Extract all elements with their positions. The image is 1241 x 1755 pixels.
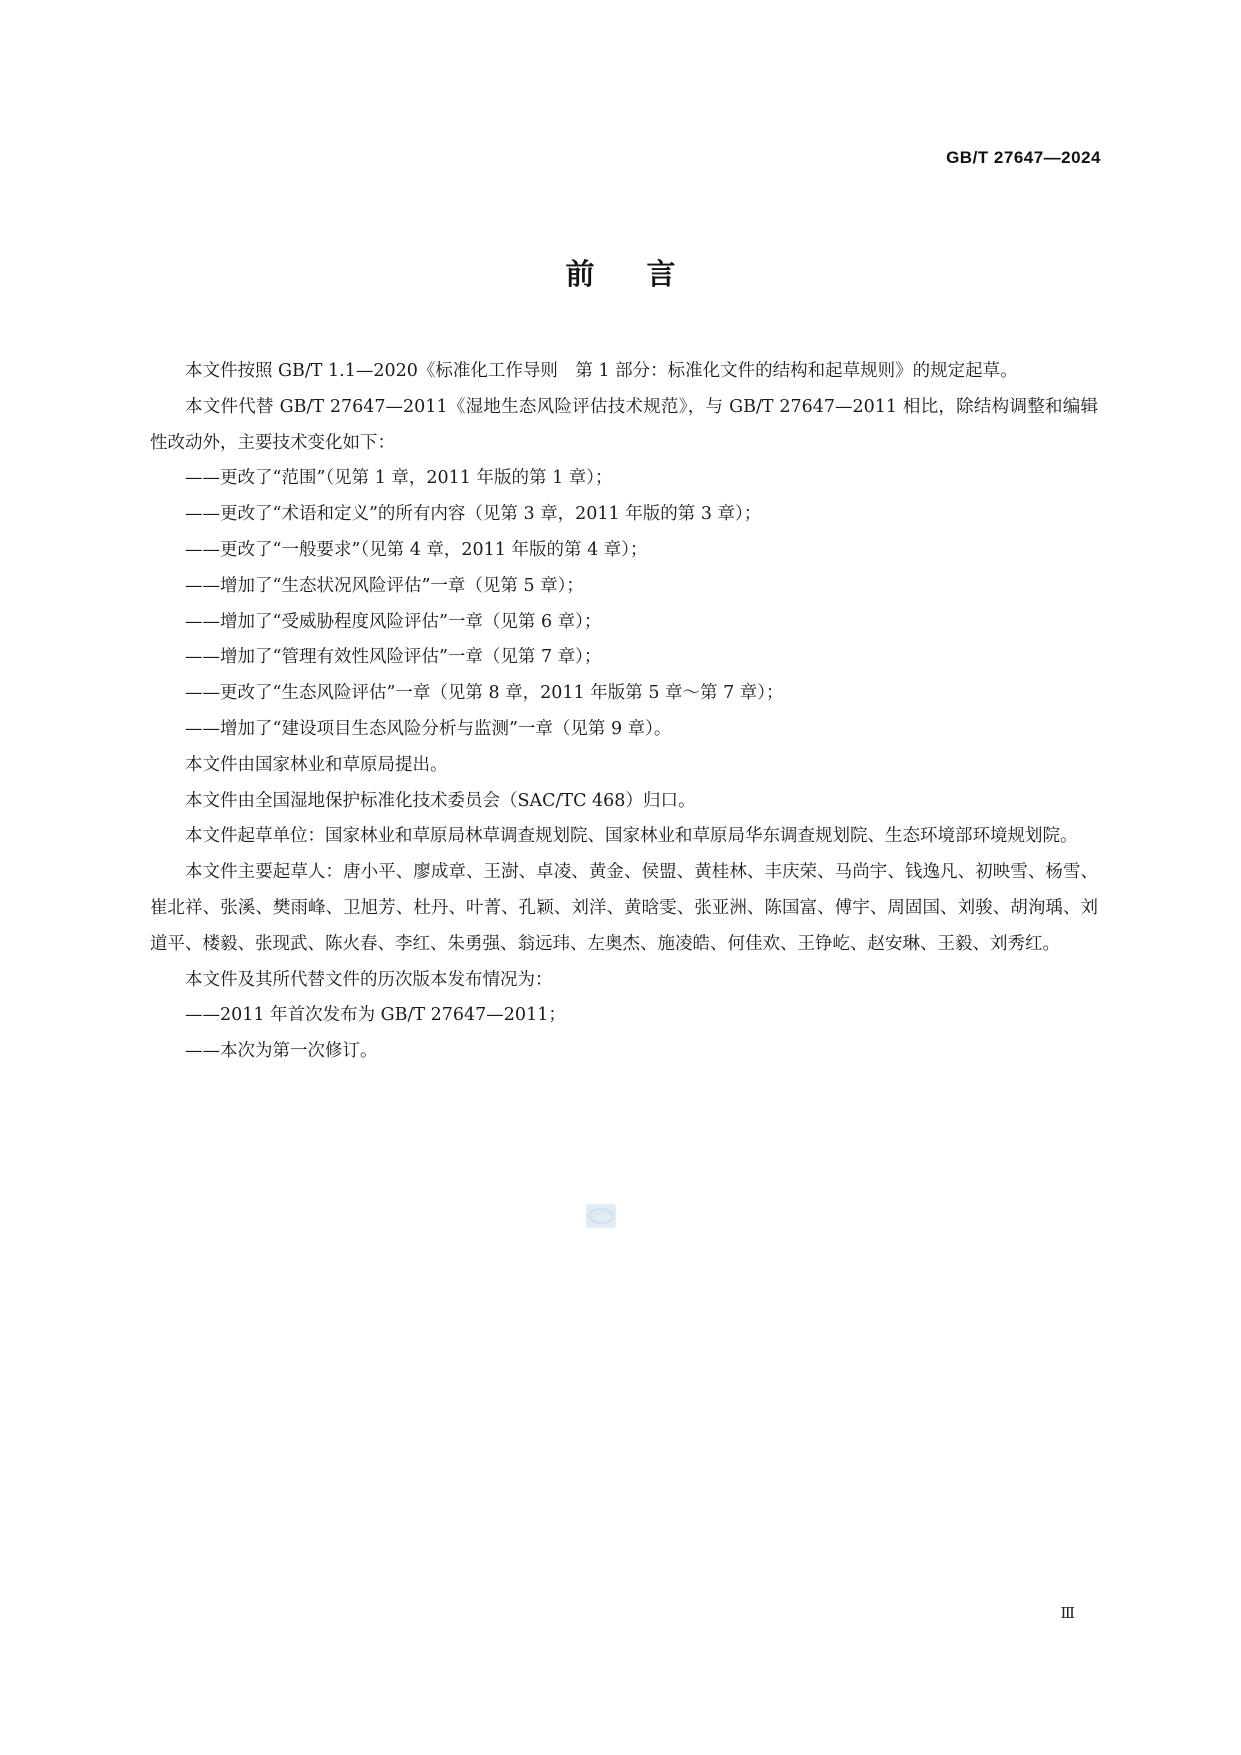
change-item: ——更改了“一般要求”（见第 4 章，2011 年版的第 4 章）； [185, 539, 648, 560]
version-item: ——本次为第一次修订。 [185, 1041, 378, 1062]
change-item: ——增加了“受威胁程度风险评估”一章（见第 6 章）； [185, 611, 602, 632]
paragraph-replacement: 本文件代替 GB/T 27647—2011《湿地生态风险评估技术规范》，与 GB/T 27647—2011 相比，除结构调整和编辑性改动外，主要技术变化如下： [150, 396, 1098, 453]
version-item: ——2011 年首次发布为 GB/T 27647—2011； [185, 1005, 566, 1026]
change-item: ——增加了“生态状况风险评估”一章（见第 5 章）； [185, 575, 584, 596]
sac-watermark-logo [586, 1204, 616, 1228]
change-item: ——更改了“术语和定义”的所有内容（见第 3 章，2011 年版的第 3 章）； [185, 504, 762, 525]
change-item: ——更改了“生态风险评估”一章（见第 8 章，2011 年版第 5 章～第 7 章）； [185, 683, 784, 704]
paragraph-drafters: 本文件主要起草人：唐小平、廖成章、王澍、卓凌、黄金、侯盟、黄桂林、丰庆荣、马尚宇、钱逸凡、初映雪、杨雪、崔北祥、张溪、樊雨峰、卫旭芳、杜丹、叶菁、孔颖、刘洋、黄晗雯、张亚洲、陈国富、傅宇、周固国、刘骏、胡洵瑀、刘道平、楼毅、张现武、陈火春、李红、朱勇强、翁远玮、左奥杰、施凌皓、何佳欢、王铮屹、赵安琳、王毅、刘秀红。 [150, 862, 1098, 954]
paragraph-committee: 本文件由全国湿地保护标准化技术委员会（SAC/TC 468）归口。 [185, 790, 696, 811]
preface-body [150, 354, 1098, 1070]
paragraph-proposer: 本文件由国家林业和草原局提出。 [185, 754, 448, 775]
paragraph-version-history: 本文件及其所代替文件的历次版本发布情况为： [185, 969, 553, 990]
change-item: ——增加了“管理有效性风险评估”一章（见第 7 章）； [185, 647, 602, 668]
paragraph-drafting-units: 本文件起草单位：国家林业和草原局林草调查规划院、国家林业和草原局华东调查规划院、生态环境部环境规划院。 [185, 826, 1078, 847]
change-item: ——更改了“范围”（见第 1 章，2011 年版的第 1 章）； [185, 468, 613, 489]
standard-code: GB/T 27647—2024 [946, 148, 1101, 167]
page-number: Ⅲ [1060, 1604, 1075, 1622]
sac-logo-icon [587, 1206, 615, 1226]
change-item: ——增加了“建设项目生态风险分析与监测”一章（见第 9 章）。 [185, 718, 672, 739]
page-title: 前言 [565, 257, 728, 291]
paragraph-drafting-basis: 本文件按照 GB/T 1.1—2020《标准化工作导则 第 1 部分：标准化文件的结构和起草规则》的规定起草。 [185, 361, 1018, 381]
